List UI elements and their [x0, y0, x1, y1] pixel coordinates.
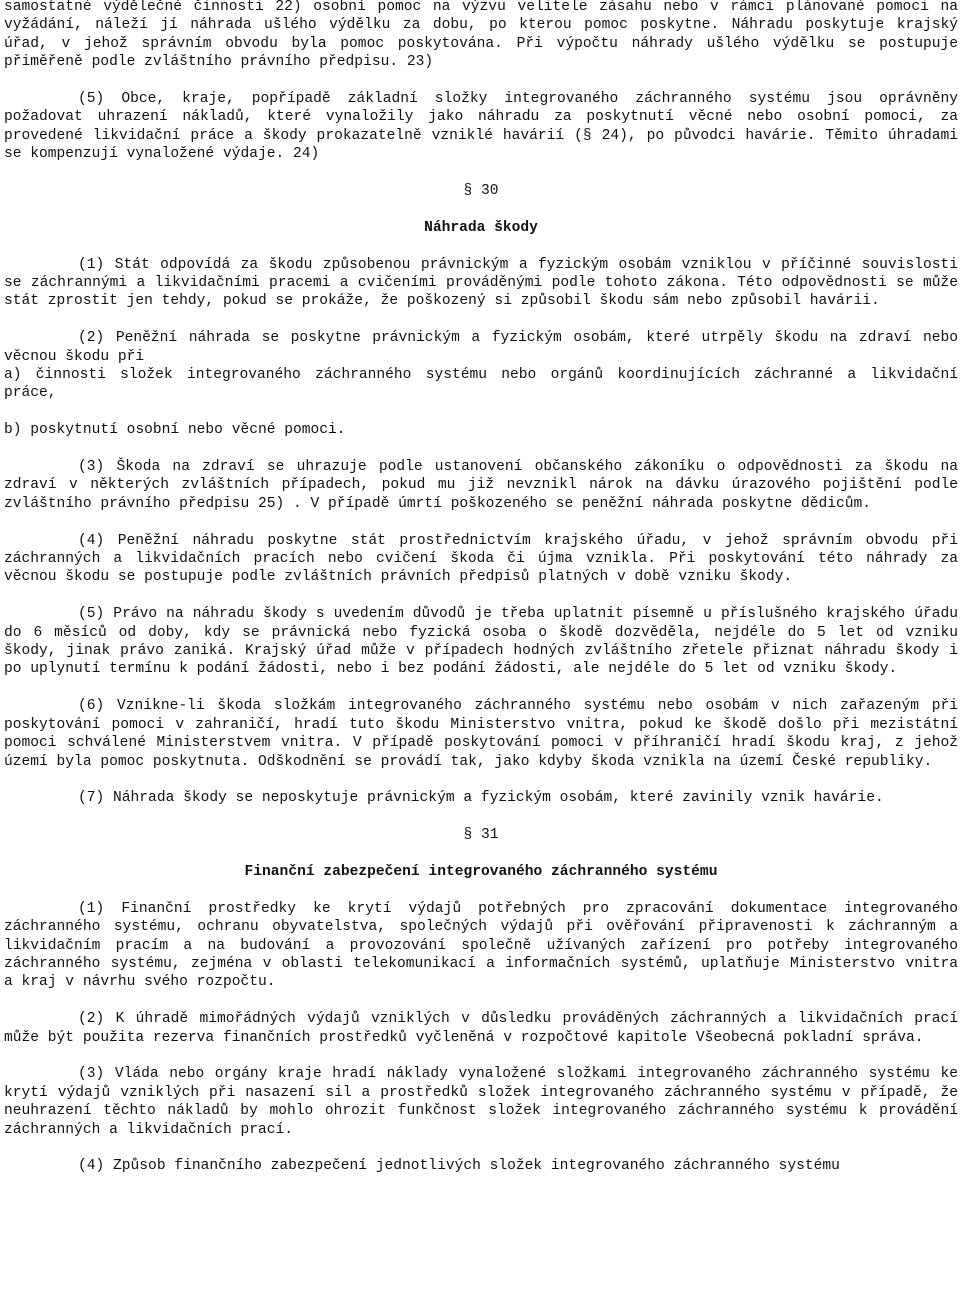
- section-30-number: § 30: [463, 183, 499, 200]
- s30-paragraph-5: (5) Právo na náhradu škody s uvedením důvodů je třeba uplatnit písemně u příslušného krajského úřadu do 6 měsíců od doby, kdy se právnická nebo fyzická osoba o škodě dozvěděla, nejdéle do 5 let od vzniku škody, jinak právo zaniká. Krajský úřad může v případech hodných zvláštního zřetele přiznat náhradu škody i po uplynutí termínu k podání žádosti, nebo i bez podání žádosti, ale nejdéle do 5 let od vzniku škody.: [4, 606, 958, 678]
- s31-paragraph-3: (3) Vláda nebo orgány kraje hradí náklady vynaložené složkami integrovaného záchranného systému ke krytí výdajů vzniklých při nasazení sil a prostředků složek integrovaného záchranného systému v případě, že neuhrazení těchto nákladů by mohlo ohrozit funkčnost složek integrovaného záchranného systému k provádění záchranných a likvidačních prací.: [4, 1066, 958, 1138]
- paragraph-5: (5) Obce, kraje, popřípadě základní složky integrovaného záchranného systému jsou oprávněny požadovat uhrazení nákladů, které vynaložily jako náhradu za poskytnutí věcné nebo osobní pomoci, za provedené likvidační práce a škody prokazatelně vzniklé havárií (§ 24), po původci havárie. Těmito úhradami se kompenzují vynaložené výdaje. 24): [4, 91, 958, 163]
- paragraph-continuation: samostatné výdělečné činnosti 22) osobní pomoc na výzvu velitele zásahu nebo v rámci plánované pomoci na vyžádání, náleží jí náhrada ušlého výdělku za dobu, po kterou pomoc poskytne. Náhradu poskytuje krajský úřad, v jehož správním obvodu byla pomoc poskytována. Při výpočtu náhrady ušlého výdělku se postupuje přiměřeně podle zvláštního právního předpisu. 23): [4, 0, 958, 71]
- s30-paragraph-1: (1) Stát odpovídá za škodu způsobenou právnickým a fyzickým osobám vzniklou v příčinné souvislosti se záchrannými a likvidačními pracemi a cvičeními prováděnými podle tohoto zákona. Této odpovědnosti se může stát zprostit jen tehdy, pokud se prokáže, že poškozený si způsobil škodu sám nebo způsobil havárii.: [4, 256, 958, 310]
- section-31-number: § 31: [463, 827, 499, 844]
- s30-paragraph-2-intro: (2) Peněžní náhrada se poskytne právnickým a fyzickým osobám, které utrpěly škodu na zdraví nebo věcnou škodu při: [4, 330, 958, 365]
- section-30-heading: Náhrada škody: [424, 219, 538, 236]
- document-page: [4, 0, 958, 1176]
- s31-paragraph-4: (4) Způsob finančního zabezpečení jednotlivých složek integrovaného záchranného systému: [78, 1158, 840, 1175]
- s30-paragraph-6: (6) Vznikne-li škoda složkám integrovaného záchranného systému nebo osobám v nich zařazeným při poskytování pomoci v zahraničí, hradí tuto škodu Ministerstvo vnitra, pokud ke škodě došlo při mezistátní pomoci schválené Ministerstvem vnitra. V případě poskytování pomoci v příhraničí hradí škodu kraj, z jehož území byla pomoc poskytnuta. Odškodnění se provádí tak, jako kdyby škoda vznikla na území České republiky.: [4, 698, 958, 770]
- s30-paragraph-3: (3) Škoda na zdraví se uhrazuje podle ustanovení občanského zákoníku o odpovědnosti za škodu na zdraví v některých zvláštních případech, pokud mu již nevznikl nárok na dávku úrazového pojištění podle zvláštního právního předpisu 25) . V případě úmrtí poškozeného se peněžní náhrada poskytne dědicům.: [4, 459, 958, 512]
- s31-paragraph-1: (1) Finanční prostředky ke krytí výdajů potřebných pro zpracování dokumentace integrovaného záchranného systému, ochranu obyvatelstva, společných výdajů při ověřování připravenosti k záchranným a likvidačním pracím a na budování a provozování společně užívaných zařízení pro potřeby integrovaného záchranného systému, zejména v oblasti telekomunikací a informačních systémů, uplatňuje Ministerstvo vnitra a kraj v návrhu svého rozpočtu.: [4, 900, 958, 991]
- s30-paragraph-2-a: a) činnosti složek integrovaného záchranného systému nebo orgánů koordinujících záchranné a likvidační práce,: [4, 367, 958, 402]
- s31-paragraph-2: (2) K úhradě mimořádných výdajů vzniklých v důsledku prováděných záchranných a likvidačních prací může být použita rezerva finančních prostředků vyčleněná v rozpočtové kapitole Všeobecná pokladní správa.: [4, 1011, 958, 1046]
- s30-paragraph-4: (4) Peněžní náhradu poskytne stát prostřednictvím krajského úřadu, v jehož správním obvodu při záchranných a likvidačních pracích nebo cvičení škoda či újma vznikla. Při poskytování této náhrady za věcnou škodu se postupuje podle zvláštních právních předpisů platných v době vzniku škody.: [4, 532, 958, 586]
- section-31-heading: Finanční zabezpečení integrovaného záchranného systému: [244, 863, 718, 880]
- s30-paragraph-7: (7) Náhrada škody se neposkytuje právnickým a fyzickým osobám, které zavinily vznik havárie.: [78, 790, 884, 807]
- s30-paragraph-2-b: b) poskytnutí osobní nebo věcné pomoci.: [4, 422, 346, 439]
